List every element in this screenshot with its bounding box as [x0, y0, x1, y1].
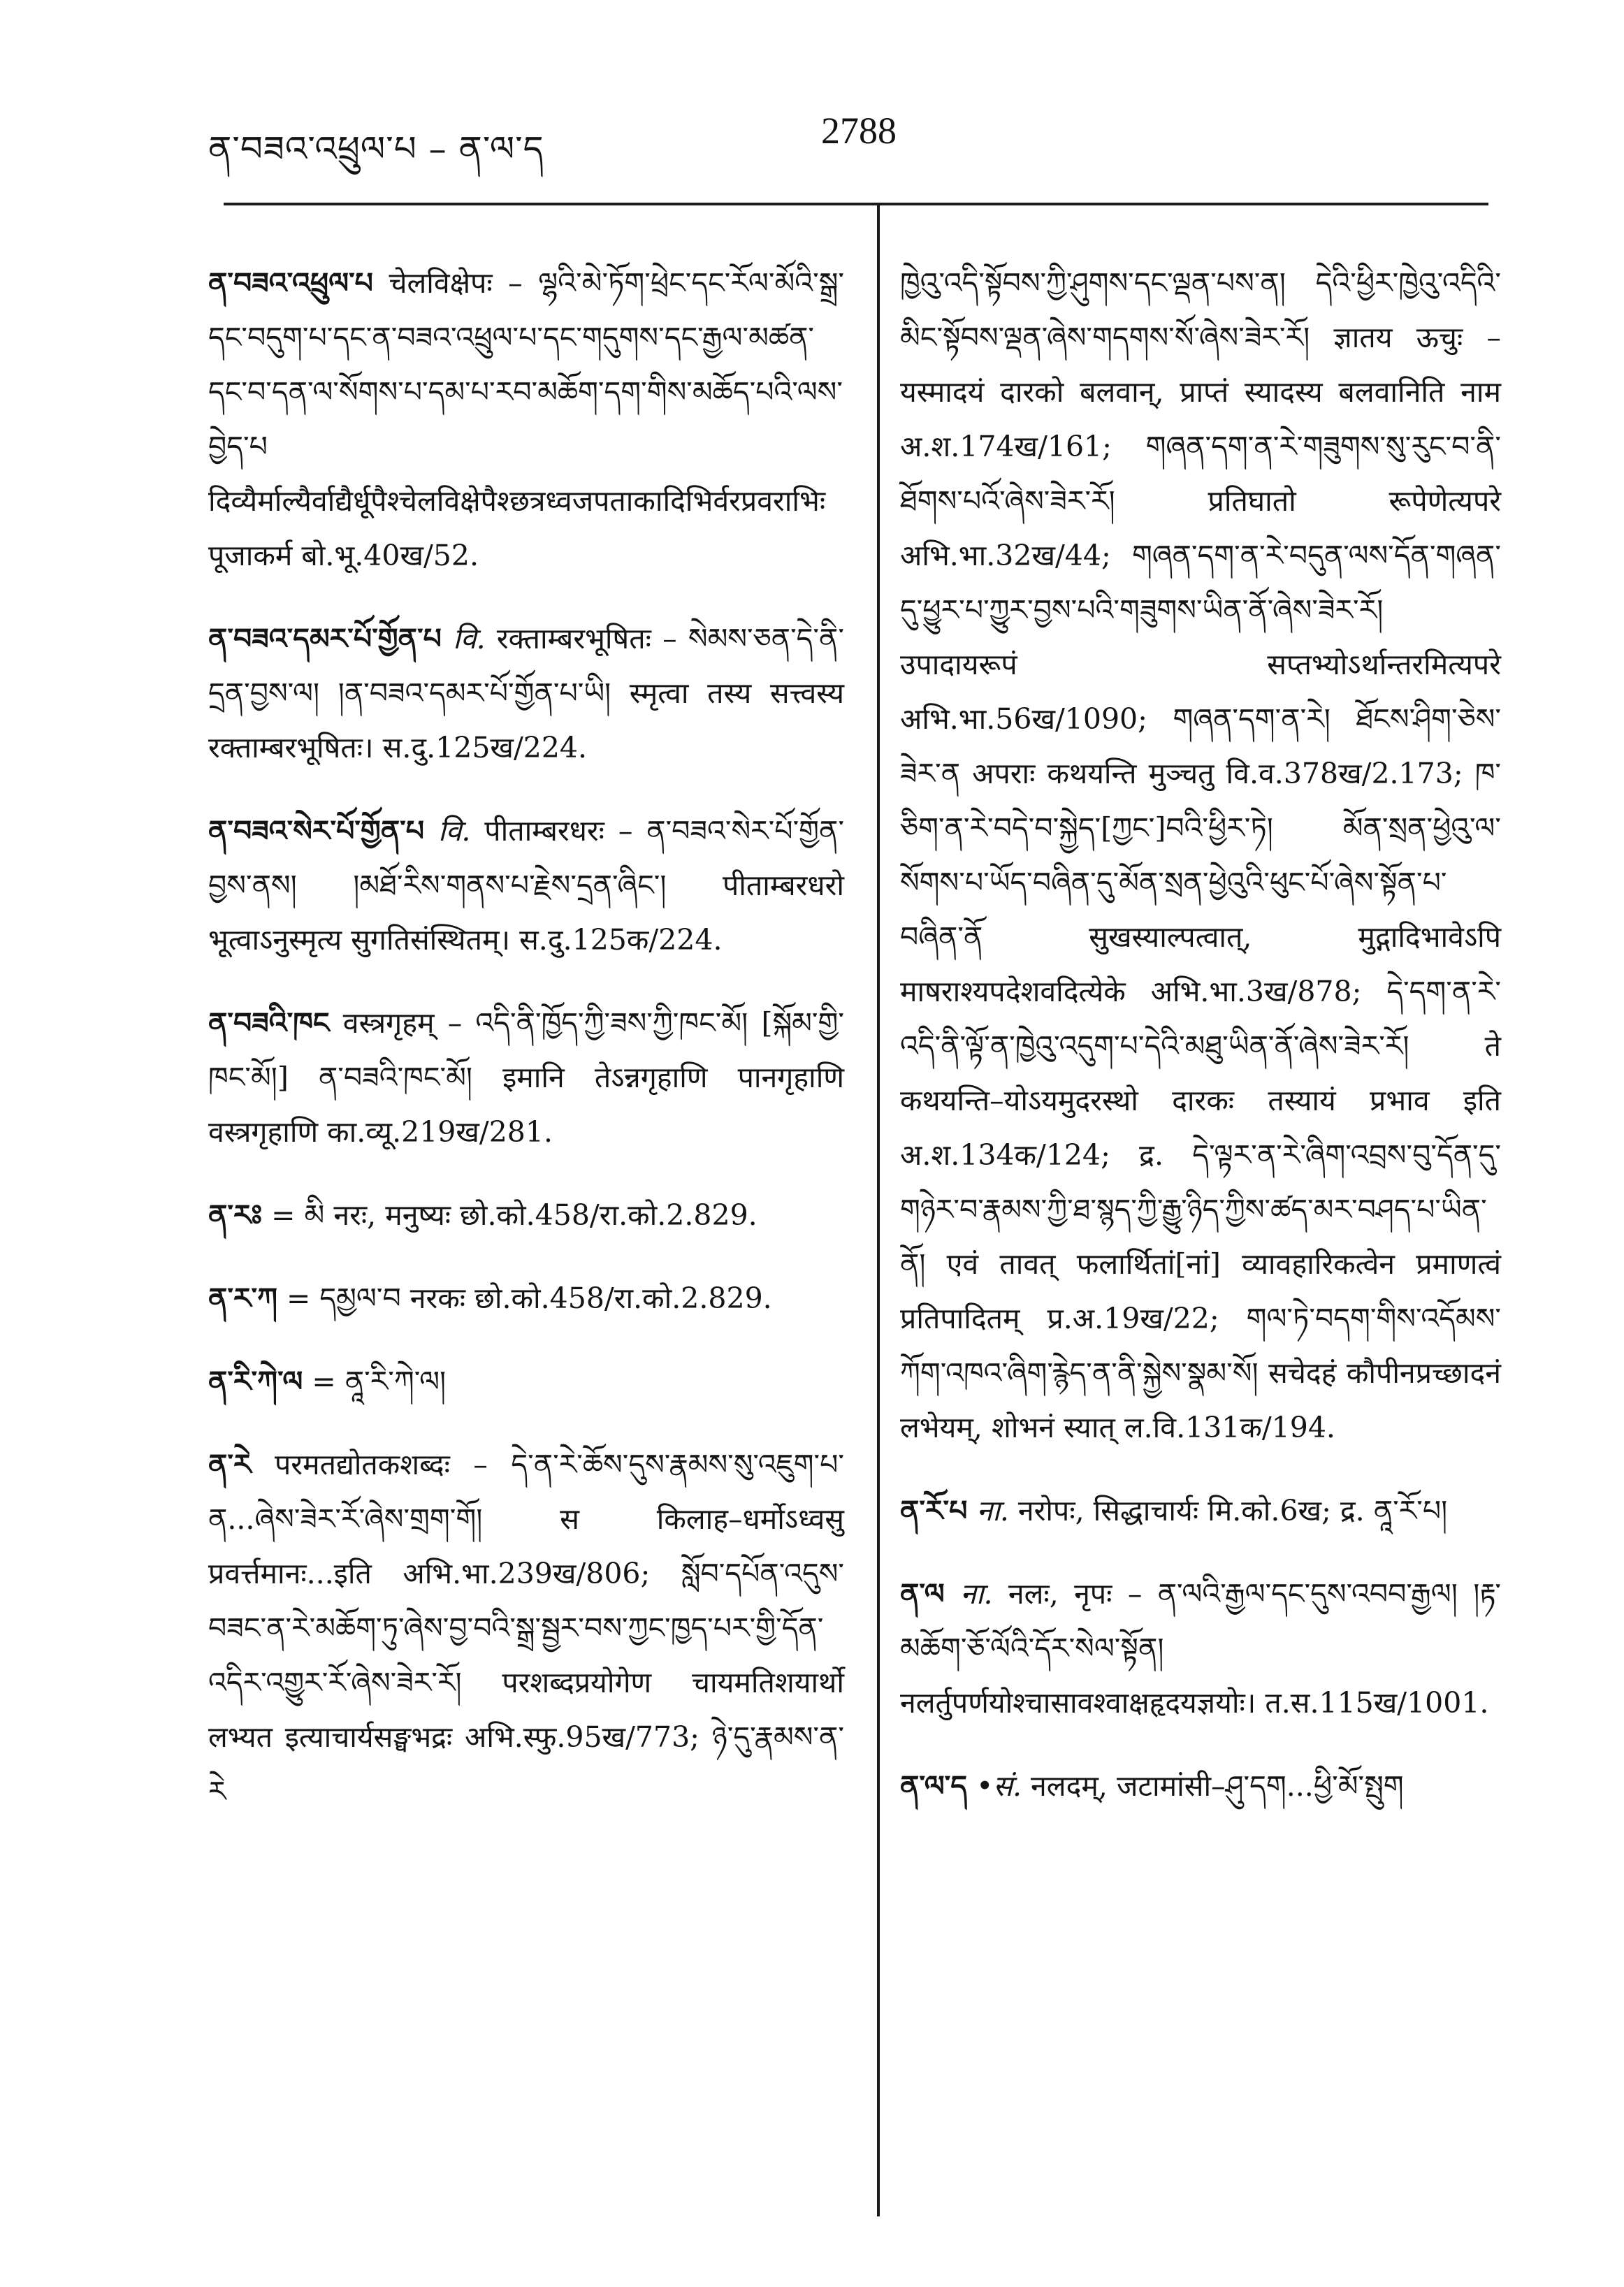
entry-headword: ན་ལ་ད [900, 1769, 968, 1803]
entry-grammar-tag: ना. [944, 1577, 993, 1611]
dictionary-entry [208, 256, 844, 583]
entry-grammar-tag: •सं. [967, 1769, 1022, 1803]
entry-grammar-tag: ना. [967, 1494, 1009, 1527]
entry-text: नलः, नृपः – ན་ལའི་རྒྱལ་དང་དུས་འབབ་རྒྱལ། །རྟ་མཆོག་ཅོ་ལོའི་དོར་སེལ་སྟོན། नलर्तुपर्णयोश्चासावश्वाक्षहृदयज्ञयोः। त.स.115ख/1001. [900, 1577, 1501, 1720]
header-guide-words: ན་བཟའ་འཕྲུལ་པ – ན་ལ་ད [208, 129, 544, 169]
dictionary-entry [208, 804, 844, 967]
header-rule [224, 203, 1488, 205]
dictionary-entry [208, 996, 844, 1159]
dictionary-entry-continued [900, 256, 1501, 1455]
page-header [0, 105, 1624, 169]
entry-grammar-tag: वि. [441, 622, 486, 655]
dictionary-entry [900, 1759, 1501, 1813]
entry-grammar-tag: वि. [424, 814, 471, 848]
entry-text: परमतद्योतकशब्दः – དེ་ན་རེ་ཆོས་དུས་རྣམས་སུ་འཇུག་པ་ན...ཞེས་ཟེར་རོ་ཞེས་གྲག་གོ། स किलाह–धर्मोऽध्वसु प्रवर्त्तमानः...इति अभि.भा.239ख/806; སློབ་དཔོན་འདུས་བཟང་ན་རེ་མཆོག་ཏུ་ཞེས་བྱ་བའི་སྒྲ་སྦྱར་བས་ཀྱང་ཁྱད་པར་གྱི་དོན་འདིར་འགྱུར་རོ་ཞེས་ཟེར་རོ། परशब्दप्रयोगेण चायमतिशयार्थो लभ्यत इत्याचार्यसङ्घभद्रः अभि.स्फु.95ख/773; ཉེ་དུ་རྣམས་ན་རེ [208, 1448, 844, 1808]
dictionary-entry [208, 1354, 844, 1409]
entry-text: नलदम्, जटामांसी–ཤུ་དག...ཕྱི་མོ་སྤུག [1022, 1769, 1404, 1803]
entry-text: रक्ताम्बरभूषितः – སེམས་ཅན་དེ་ནི་དྲན་བྱས་ལ། །ན་བཟའ་དམར་པོ་གྱོན་པ་ཡི། स्मृत्वा तस्य सत्त्वस्य रक्ताम्बरभूषितः। स.दु.125ख/224. [208, 622, 844, 764]
entry-text: चेलविक्षेपः – ལྷའི་མེ་ཏོག་ཕྲེང་དང་རོལ་མོའི་སྒྲ་དང་བདུག་པ་དང་ན་བཟའ་འཕྲུལ་པ་དང་གདུགས་དང་རྒྱལ་མཚན་དང་བ་དན་ལ་སོགས་པ་དམ་པ་རབ་མཆོག་དག་གིས་མཆོད་པའི་ལས་བྱེད་པ दिव्यैर्माल्यैर्वाद्यैर्धूपैश्चेलविक्षेपैश्छत्रध्वजपताकादिभिर्वरप्रवराभिः पूजाकर्म बो.भू.40ख/52. [208, 266, 844, 572]
entry-text: वस्त्रगृहम् – འདི་ནི་ཁྱོད་ཀྱི་ཟས་ཀྱི་ཁང་མོ། [སྐོམ་གྱི་ཁང་མོ།] ན་བཟའི་ཁང་མོ། इमानि तेऽन्नगृहाणि पानगृहाणि वस्त्रगृहाणि का.व्यू.219ख/281. [208, 1006, 844, 1149]
entry-text: = དམྱལ་བ नरकः छो.को.458/रा.को.2.829. [277, 1282, 772, 1315]
page-number: 2788 [821, 110, 897, 152]
entry-text: = ནཱ་རི་ཀེ་ལ། [303, 1365, 447, 1398]
entry-text: = མི नरः, मनुष्यः छो.को.458/रा.को.2.829. [262, 1198, 757, 1232]
entry-headword: ན་རཿ [208, 1198, 263, 1232]
dictionary-entry [208, 611, 844, 775]
entry-text: ཁྱེའུ་འདི་སྟོབས་ཀྱི་ཤུགས་དང་ལྡན་པས་ན། དེའི་ཕྱིར་ཁྱེའུ་འདིའི་མིང་སྟོབས་ལྡན་ཞེས་གདགས་སོ་ཞེས་ཟེར་རོ། ज्ञातय ऊचुः – यस्मादयं दारको बलवान्, प्राप्तं स्यादस्य बलवानिति नाम अ.श.174ख/161; གཞན་དག་ན་རེ་གཟུགས་སུ་རུང་བ་ནི་ཐོགས་པའོ་ཞེས་ཟེར་རོ། प्रतिघातो रूपेणेत्यपरे अभि.भा.32ख/44; གཞན་དག་ན་རེ་བདུན་ལས་དོན་གཞན་དུ་ཕྱུར་པ་ཀྱུར་བྱས་པའི་གཟུགས་ཡིན་ནོ་ཞེས་ཟེར་རོ། उपादायरूपं सप्तभ्योऽर्थान्तरमित्यपरे अभि.भा.56ख/1090; གཞན་དག་ན་རེ། ཐོངས་ཤིག་ཅེས་ཟེར་ན अपराः कथयन्ति मुञ्चतु वि.व.378ख/2.173; ཁ་ཅིག་ན་རེ་བདེ་བ་སྐྱེད་[ཀྱང་]བའི་ཕྱིར་ཏེ། མོན་སྲན་ཕྱེའུ་ལ་སོགས་པ་ཡོད་བཞིན་དུ་མོན་སྲན་ཕྱེའུའི་ཕུང་པོ་ཞེས་སྟོན་པ་བཞིན་ནོ सुखस्याल्पत्वात्, मुद्गादिभावेऽपि माषराश्यपदेशवदित्येके अभि.भा.3ख/878; དེ་དག་ན་རེ་འདི་ནི་ལྟོ་ན་ཁྱེའུ་འདུག་པ་དེའི་མཐུ་ཡིན་ནོ་ཞེས་ཟེར་རོ། ते कथयन्ति–योऽयमुदरस्थो दारकः तस्यायं प्रभाव इति अ.श.134क/124; द्र. དེ་ལྟར་ན་རེ་ཞིག་འབྲས་བུ་དོན་དུ་གཉེར་བ་རྣམས་ཀྱི་ཐ་སྙད་ཀྱི་རྒྱུ་ཉིད་ཀྱིས་ཚད་མར་བཤད་པ་ཡིན་ནོ། एवं तावत् फलार्थितां[नां] व्यावहारिकत्वेन प्रमाणत्वं प्रतिपादितम् प्र.अ.19ख/22; གལ་ཏེ་བདག་གིས་འདོམས་ཀོག་འཁའ་ཞིག་རྙེད་ན་ནི་སྐྱེས་སྣམ་སོ། सचेदहं कौपीनप्रच्छादनं लभेयम्, शोभनं स्यात् ल.वि.131क/194. [900, 266, 1501, 1444]
entry-headword: ན་བཟའ་སེར་པོ་གྱོན་པ [208, 814, 425, 848]
entry-headword: ན་བཟའི་ཁང [208, 1006, 330, 1040]
dictionary-entry [208, 1271, 844, 1326]
entry-headword: ན་བཟའ་དམར་པོ་གྱོན་པ [208, 622, 442, 655]
entry-headword: ན་རེ [208, 1448, 252, 1481]
entry-headword: ན་རོ་པ [900, 1494, 968, 1527]
entry-headword: ན་ར་ཀ [208, 1282, 277, 1315]
dictionary-entry [208, 1188, 844, 1242]
entry-headword: ན་རི་ཀེ་ལ [208, 1365, 303, 1398]
left-column [208, 227, 844, 1840]
entry-headword: ན་བཟའ་འཕྲུལ་པ [208, 266, 373, 300]
right-column [900, 227, 1501, 1834]
dictionary-entry [900, 1483, 1501, 1538]
entry-headword: ན་ལ [900, 1577, 945, 1611]
dictionary-entry [900, 1567, 1501, 1730]
dictionary-entry [208, 1437, 844, 1819]
entry-text: नरोपः, सिद्धाचार्यः मि.को.6ख; द्र. ནཱ་རོ་པ། [1008, 1494, 1448, 1527]
entry-text: पीताम्बरधरः – ན་བཟའ་སེར་པོ་གྱོན་བྱས་ནས། །མཐོ་རིས་གནས་པ་རྗེས་དྲན་ཞིང་། पीताम्बरधरो भूत्वाऽनुस्मृत्य सुगतिसंस्थितम्। स.दु.125क/224. [208, 814, 845, 957]
column-divider [877, 204, 880, 2216]
